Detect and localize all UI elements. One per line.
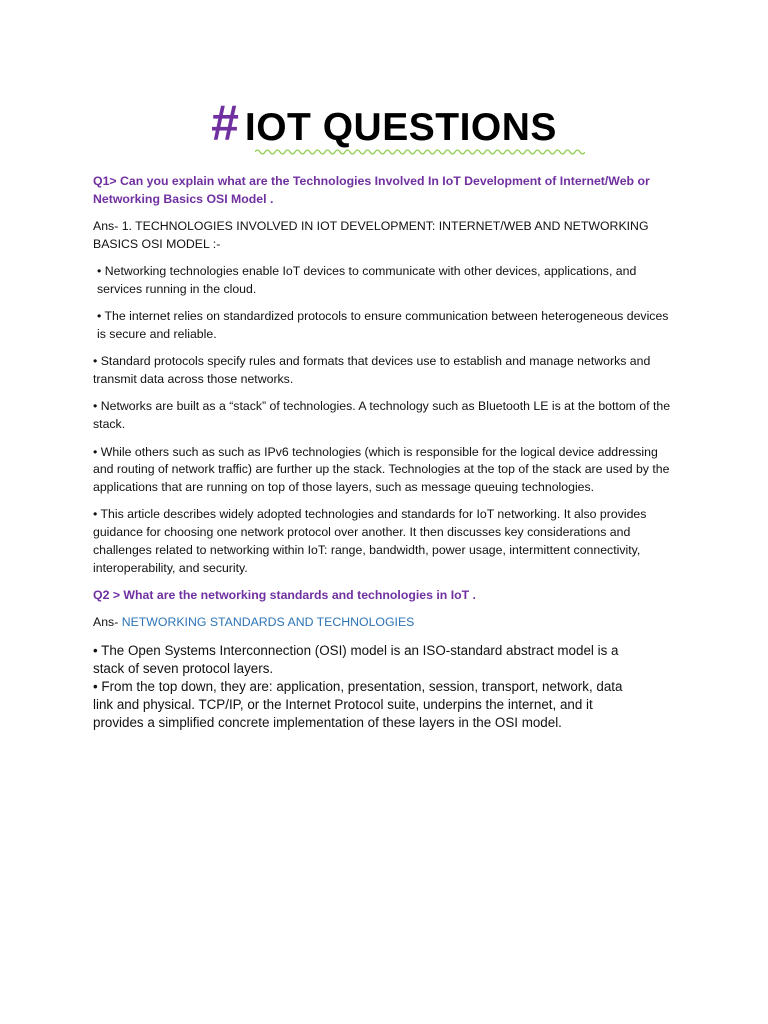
answer-2-prefix: Ans- [93, 615, 122, 630]
answer-1-bullet: • The internet relies on standardized protocols to ensure communication between heterogeneous devices is secure and reliable. [97, 309, 669, 342]
hash-symbol: # [211, 95, 239, 151]
answer-1-bullet: • While others such as such as IPv6 technologies (which is responsible for the logical device addressing and routing of network traffic) are further up the stack. Technologies at the top of the stack are used by the applications that are running on top of those layers, such as message queuing technologies. [93, 444, 670, 495]
title-block [0, 95, 768, 151]
answer-1-bullet: • Networks are built as a “stack” of technologies. A technology such as Bluetooth LE is at the bottom of the stack. [93, 399, 671, 432]
answer-1-bullet: • Networking technologies enable IoT devices to communicate with other devices, applications, and services running in the cloud. [97, 264, 637, 296]
squiggle-underline [255, 145, 585, 159]
title-text: IOT QUESTIONS [244, 106, 557, 149]
answer-2-bullet: • The Open Systems Interconnection (OSI) model is an ISO-standard abstract model is a stack of seven protocol layers. [93, 642, 619, 676]
answer-2-bullet: • From the top down, they are: application, presentation, session, transport, network, data link and physical. TCP/IP, or the Internet Protocol suite, underpins the internet, and it provides a simplified concrete implementation of these layers in the OSI model. [93, 678, 623, 730]
answer-2-heading: NETWORKING STANDARDS AND TECHNOLOGIES [121, 615, 415, 630]
answer-1-bullet: • This article describes widely adopted technologies and standards for IoT networking. It also provides guidance for choosing one network protocol over another. It then discusses key considerations and challenges related to networking within IoT: range, bandwidth, power usage, intermittent connectivity, interoperability, and security. [93, 507, 647, 575]
question-2: Q2 > What are the networking standards and technologies in IoT . [93, 588, 476, 603]
document-body [93, 173, 678, 732]
page-title [211, 95, 557, 151]
question-1: Q1> Can you explain what are the Technologies Involved In IoT Development of Internet/Web or Networking Basics OSI Model . [93, 174, 650, 206]
answer-1-intro: Ans- 1. TECHNOLOGIES INVOLVED IN IOT DEVELOPMENT: INTERNET/WEB AND NETWORKING BASICS OSI MODEL :- [93, 219, 649, 251]
answer-2-body [93, 642, 623, 732]
answer-2-heading-line [93, 614, 678, 632]
answer-1-bullet: • Standard protocols specify rules and formats that devices use to establish and manage networks and transmit data across those networks. [93, 354, 651, 387]
